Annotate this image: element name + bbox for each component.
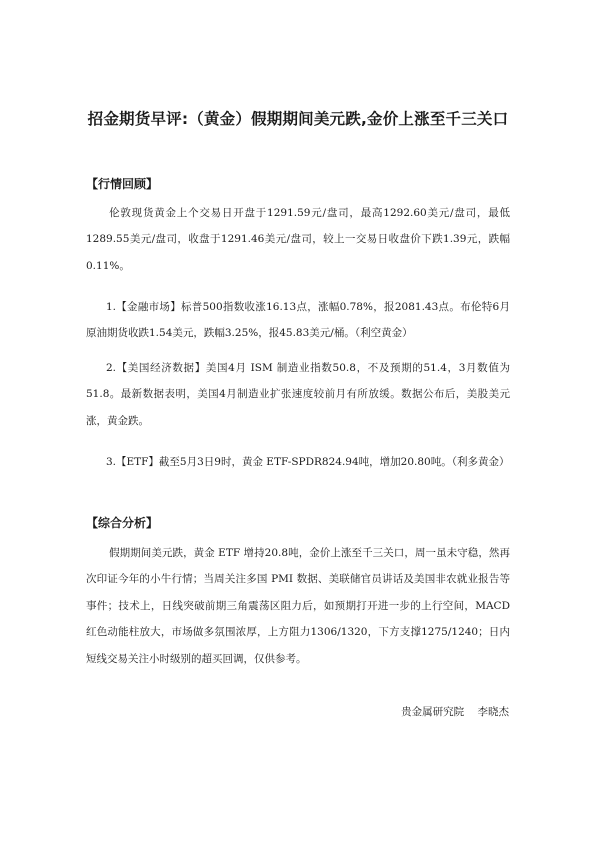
section-heading-analysis: 【综合分析】 [86, 516, 159, 530]
market-review-item-1: 1.【金融市场】标普500指数收涨16.13点，涨幅0.78%，报2081.43点。布伦特6月原油期货收跌1.54美元，跌幅3.25%，报45.83美元/桶。（利空黄金） [86, 301, 510, 340]
signature-author: 李晓杰 [477, 706, 509, 718]
market-review-item-3: 3.【ETF】截至5月3日9时，黄金 ETF-SPDR824.94吨，增加20.80吨。（利多黄金） [105, 456, 510, 468]
signature [401, 704, 509, 720]
market-review-item-2: 2.【美国经济数据】美国4月 ISM 制造业指数50.8，不及预期的51.4，3月数值为51.8。最新数据表明，美国4月制造业扩张速度较前月有所放缓。数据公布后，美股美元涨，黄金跌。 [86, 362, 510, 427]
section-heading-market-review: 【行情回顾】 [86, 177, 159, 191]
document-title: 招金期货早评:（黄金）假期期间美元跌,金价上涨至千三关口 [87, 110, 509, 128]
analysis-body: 假期期间美元跌，黄金 ETF 增持20.8吨，金价上涨至千三关口，周一虽未守稳，然再次印证今年的小牛行情；当周关注多国 PMI 数据、美联储官员讲话及美国非农就业报告等事件；技术上，日线突破前期三角震荡区阻力后，如预期打开进一步的上行空间，MACD 红色动能柱放大，市场做多氛围浓厚，上方阻力1306/1320，下方支撑1275/1240；日内短线交易关注小时级别的超买回调，仅供参考。 [86, 547, 510, 665]
signature-org: 贵金属研究院 [401, 706, 465, 718]
market-review-intro: 伦敦现货黄金上个交易日开盘于1291.59元/盘司，最高1292.60美元/盘司，最低1289.55美元/盘司，收盘于1291.46美元/盘司，较上一交易日收盘价下跌1.39元，跌幅0.11%。 [86, 207, 510, 272]
